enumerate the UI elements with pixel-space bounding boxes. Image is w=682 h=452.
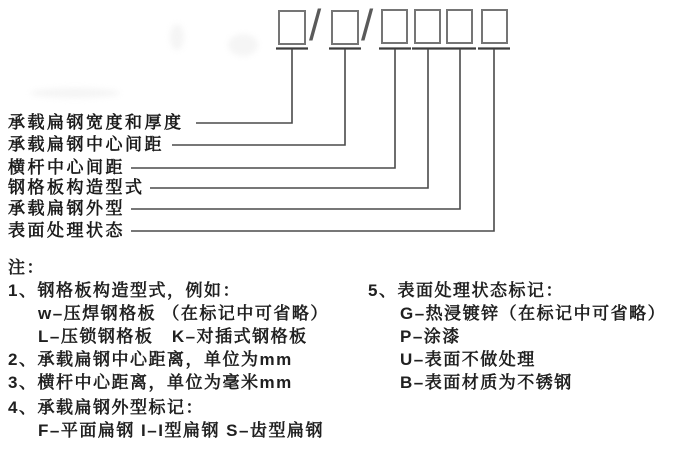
leader-line-1 [196,49,292,123]
designation-box-2 [332,11,358,44]
scan-artifact [30,88,120,98]
leader-line-6 [131,49,494,231]
designation-box-1 [279,11,305,44]
field-label-construction-type: 钢格板构造型式 [8,178,145,197]
field-label-crossbar-pitch: 横杆中心间距 [8,158,125,177]
note-item-1-option-w: w–压焊钢格板 （在标记中可省略） [38,304,329,323]
note-item-5-option-p: P–涂漆 [400,327,461,346]
designation-box-6 [482,10,507,43]
field-label-bearing-bar-pitch: 承载扁钢中心间距 [8,135,164,154]
note-item-5-option-u: U–表面不做处理 [400,350,536,369]
scan-artifact [170,24,184,50]
slash-separator-2: / [361,1,374,50]
designation-box-3 [382,10,407,43]
note-item-2: 2、承载扁钢中心距离，单位为mm [8,350,293,369]
note-item-5-option-g: G–热浸镀锌（在标记中可省略） [400,304,667,323]
note-item-4: 4、承载扁钢外型标记： [8,398,204,417]
note-item-3: 3、横杆中心距离，单位为毫米mm [8,373,293,392]
field-label-width-thickness: 承载扁钢宽度和厚度 [8,113,184,132]
note-item-1-options-l-k: L–压锁钢格板 K–对插式钢格板 [38,327,308,346]
note-item-5-option-b: B–表面材质为不锈钢 [400,373,573,392]
notes-heading: 注： [8,258,45,277]
note-item-5: 5、表面处理状态标记： [368,281,564,300]
note-item-4-options: F–平面扁钢 I–I型扁钢 S–齿型扁钢 [38,421,324,440]
designation-box-5 [447,10,472,43]
leader-line-2 [172,49,345,145]
leader-line-3 [131,49,395,168]
leader-line-4 [150,49,428,188]
field-label-surface-treatment: 表面处理状态 [8,221,125,240]
field-label-bar-profile: 承载扁钢外型 [8,199,125,218]
note-item-1: 1、钢格板构造型式，例如： [8,281,241,300]
designation-box-4 [415,10,440,43]
scan-artifact [228,34,258,56]
slash-separator-1: / [309,1,322,50]
